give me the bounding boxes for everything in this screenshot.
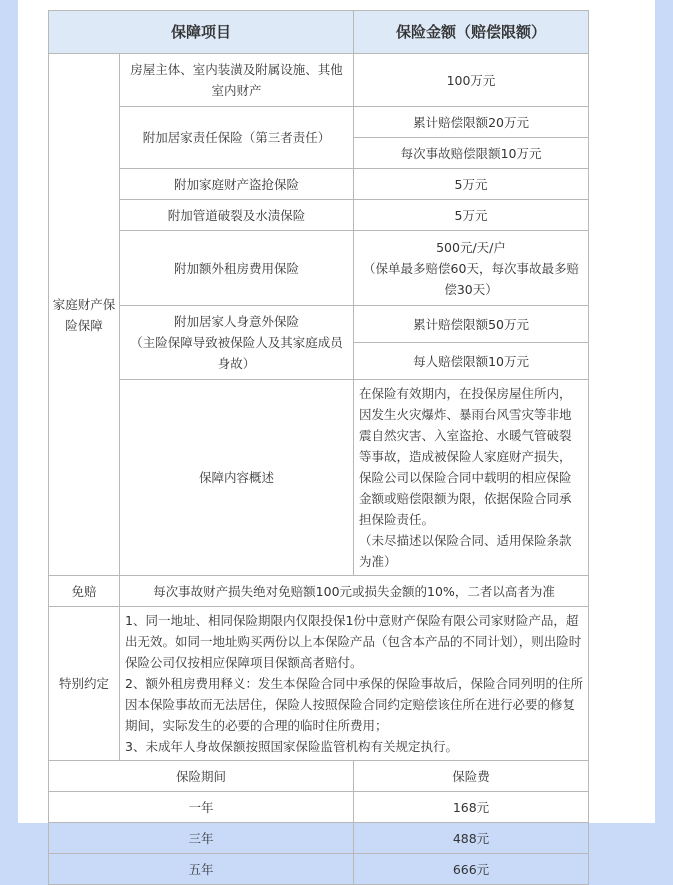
premium-fee: 666元 — [354, 854, 589, 885]
category-family-property: 家庭财产保险保障 — [49, 54, 120, 576]
premium-period: 一年 — [49, 792, 354, 823]
table-row — [49, 54, 589, 107]
item-amount: 5万元 — [354, 169, 589, 200]
premium-row — [49, 823, 589, 854]
item-amount: 100万元 — [354, 54, 589, 107]
item-amount: 每次事故赔偿限额10万元 — [354, 138, 589, 169]
premium-fee: 168元 — [354, 792, 589, 823]
item-amount: 每人赔偿限额10万元 — [354, 343, 589, 380]
table-row — [49, 607, 589, 761]
item-name: 附加居家责任保险（第三者责任） — [120, 107, 354, 169]
table-row — [49, 107, 589, 138]
item-amount: 500元/天/户 （保单最多赔偿60天，每次事故最多赔偿30天） — [354, 231, 589, 306]
category-coverage-overview: 保障内容概述 — [120, 380, 354, 576]
item-name: 附加管道破裂及水渍保险 — [120, 200, 354, 231]
header-coverage-item: 保障项目 — [49, 11, 354, 54]
category-deductible: 免赔 — [49, 576, 120, 607]
category-special-agreement: 特别约定 — [49, 607, 120, 761]
premium-period-header: 保险期间 — [49, 761, 354, 792]
premium-period: 三年 — [49, 823, 354, 854]
header-insured-amount: 保险金额（赔偿限额） — [354, 11, 589, 54]
premium-row — [49, 854, 589, 885]
premium-fee-header: 保险费 — [354, 761, 589, 792]
premium-row — [49, 792, 589, 823]
insurance-coverage-table — [48, 10, 589, 885]
table-row — [49, 169, 589, 200]
item-name: 房屋主体、室内装潢及附属设施、其他室内财产 — [120, 54, 354, 107]
table-header-row — [49, 11, 589, 54]
deductible-text: 每次事故财产损失绝对免赔额100元或损失金额的10%，二者以高者为准 — [120, 576, 589, 607]
premium-period: 五年 — [49, 854, 354, 885]
item-name: 附加居家人身意外保险 （主险保障导致被保险人及其家庭成员身故） — [120, 306, 354, 380]
item-amount: 5万元 — [354, 200, 589, 231]
special-agreement-text: 1、同一地址、相同保险期限内仅限投保1份中意财产保险有限公司家财险产品，超出无效。如同一地址购买两份以上本保险产品（包含本产品的不同计划），则出险时保险公司仅按相应保障项目保额高者赔付。 2、额外租房费用释义：发生本保险合同中承保的保险事故后，保险合同列明的住所因本保险事故而无法居住，保险人按照保险合同约定赔偿该住所在进行必要的修复期间，实际发生的必要的合理的临时住所费用； 3、未成年人身故保额按照国家保险监管机构有关规定执行。 — [120, 607, 589, 761]
table-row — [49, 200, 589, 231]
table-row — [49, 231, 589, 306]
premium-header-row — [49, 761, 589, 792]
table-row — [49, 576, 589, 607]
overview-text: 在保险有效期内，在投保房屋住所内，因发生火灾爆炸、暴雨台风雪灾等非地震自然灾害、入室盗抢、水暖气管破裂等事故，造成被保险人家庭财产损失，保险公司以保险合同中载明的相应保险金额或赔偿限额为限，依据保险合同承担保险责任。 （未尽描述以保险合同、适用保险条款为准） — [354, 380, 589, 576]
item-name: 附加额外租房费用保险 — [120, 231, 354, 306]
premium-fee: 488元 — [354, 823, 589, 854]
item-name: 附加家庭财产盗抢保险 — [120, 169, 354, 200]
table-row — [49, 306, 589, 343]
table-row — [49, 380, 589, 576]
item-amount: 累计赔偿限额50万元 — [354, 306, 589, 343]
item-amount: 累计赔偿限额20万元 — [354, 107, 589, 138]
